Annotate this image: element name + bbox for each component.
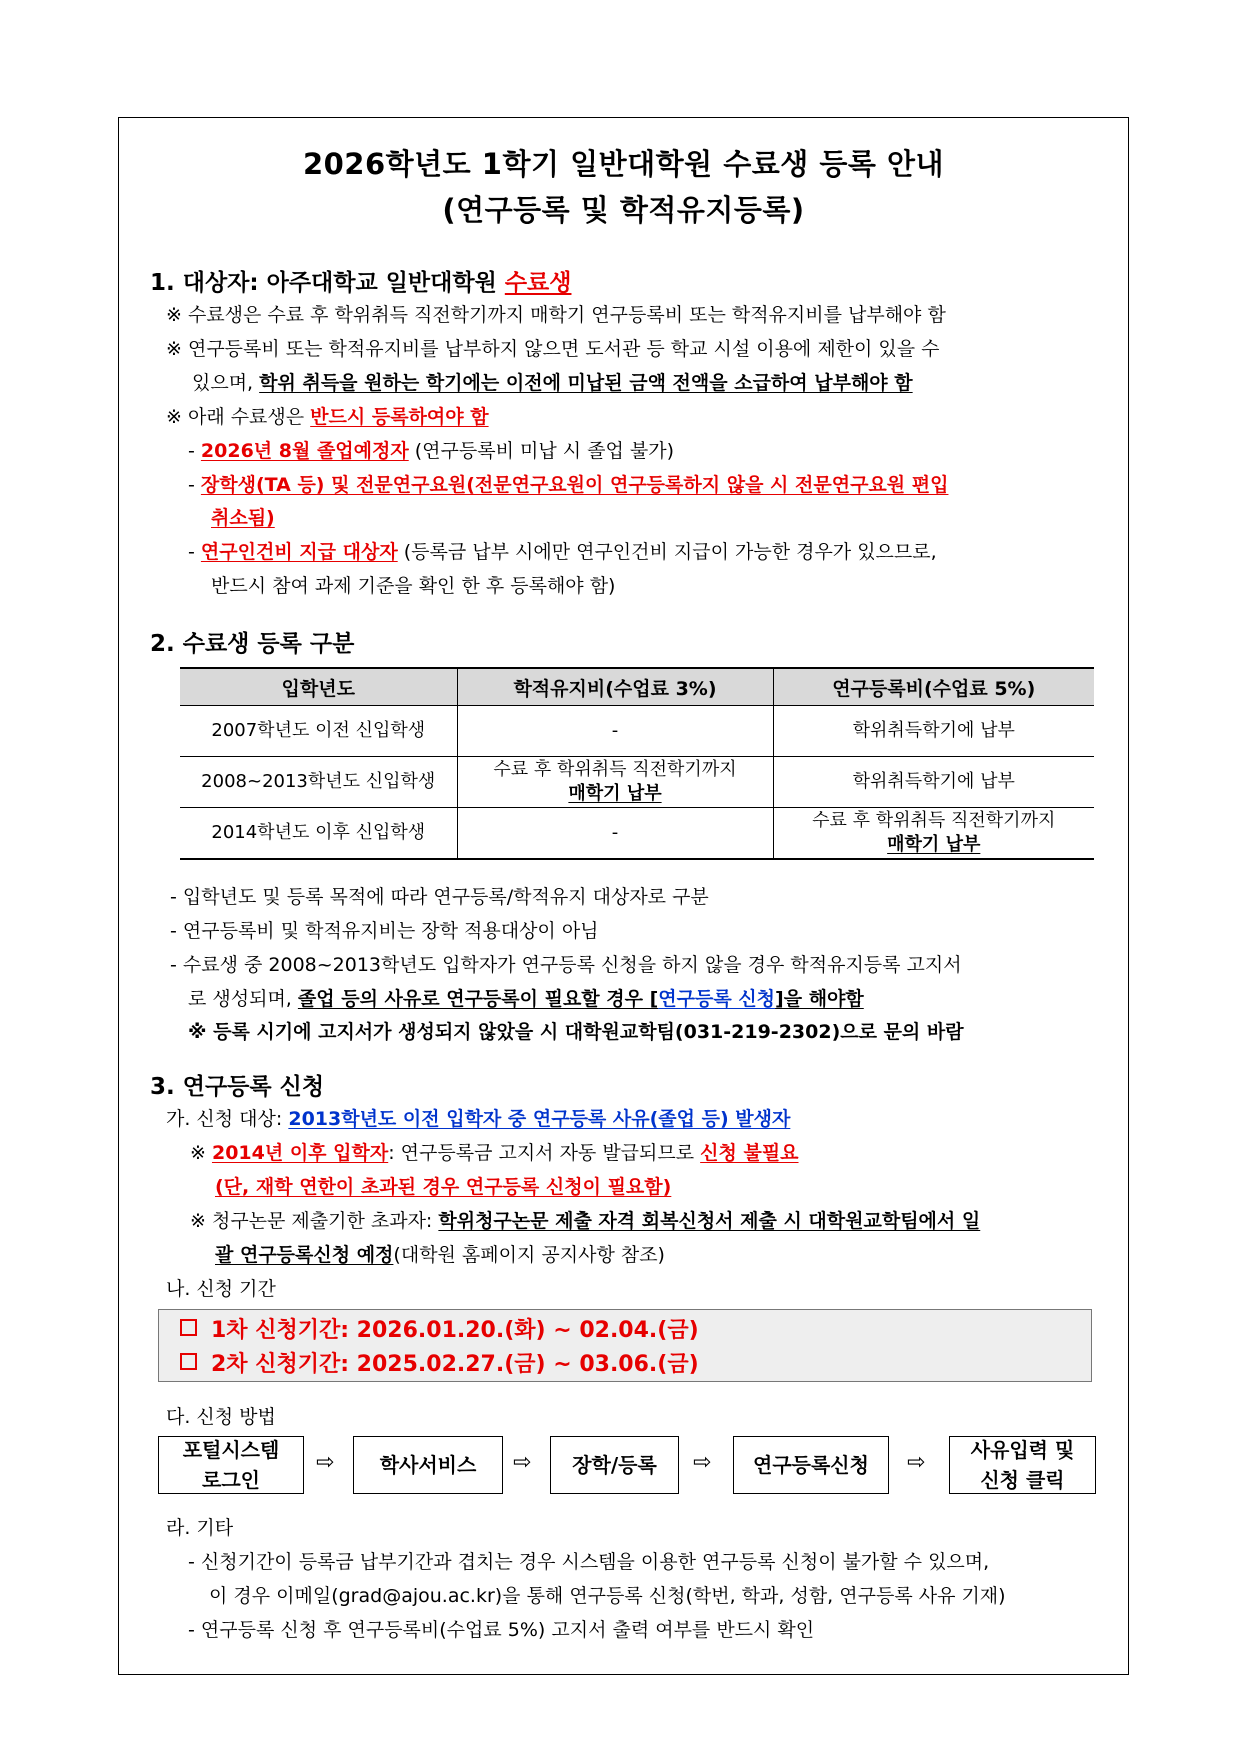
doc-title: 2026학년도 1학기 일반대학원 수료생 등록 안내 <box>302 147 945 181</box>
note-3: ※ 아래 수료생은 반드시 등록하여야 함 <box>166 406 489 428</box>
period-2: 2차 신청기간: 2025.02.27.(금) ~ 03.06.(금) <box>180 1347 699 1378</box>
table-header-row <box>180 668 1094 706</box>
other-1b: 이 경우 이메일(grad@ajou.ac.kr)을 통해 연구등록 신청(학번, 학과, 성함, 연구등록 사유 기재) <box>209 1585 1006 1607</box>
dash-item-2-cont: 취소됨) <box>211 507 275 529</box>
section-3-heading: 3. 연구등록 신청 <box>150 1074 325 1100</box>
table-row: 2007학년도 이전 신입학생 - 학위취득학기에 납부 <box>180 706 1094 757</box>
note-1: ※ 수료생은 수료 후 학위취득 직전학기까지 매학기 연구등록비 또는 학적유지비를 납부해야 함 <box>166 304 946 326</box>
dash-item-1: - 2026년 8월 졸업예정자 (연구등록비 미납 시 졸업 불가) <box>188 440 674 462</box>
note-2b: 있으며, 학위 취득을 원하는 학기에는 이전에 미납된 금액 전액을 소급하여 납부해야 함 <box>192 372 913 394</box>
bullet-3b: 로 생성되며, 졸업 등의 사유로 연구등록이 필요할 경우 [연구등록 신청]을 해야함 <box>188 988 864 1010</box>
contact-note: ※ 등록 시기에 고지서가 생성되지 않았을 시 대학원교학팀(031-219-2302)으로 문의 바람 <box>188 1021 964 1043</box>
col-header-research: 연구등록비(수업료 5%) <box>773 668 1094 706</box>
step-academic-service: 학사서비스 <box>353 1436 503 1494</box>
registration-table <box>180 667 1094 860</box>
doc-subtitle: (연구등록 및 학적유지등록) <box>442 193 805 227</box>
note-2a: ※ 연구등록비 또는 학적유지비를 납부하지 않으면 도서관 등 학교 시설 이용에 제한이 있을 수 <box>166 338 940 360</box>
col-header-year: 입학년도 <box>180 668 457 706</box>
arrow-right-icon: ⇨ <box>693 1450 712 1475</box>
checkbox-square-icon <box>180 1319 197 1336</box>
other-1a: - 신청기간이 등록금 납부기간과 겹치는 경우 시스템을 이용한 연구등록 신청이 불가할 수 있으며, <box>188 1551 990 1573</box>
step-input-reason: 사유입력 및 신청 클릭 <box>949 1436 1096 1494</box>
step-research-apply: 연구등록신청 <box>733 1436 889 1494</box>
table-row: 2008~2013학년도 신입학생 수료 후 학위취득 직전학기까지 매학기 납부 학위취득학기에 납부 <box>180 757 1094 808</box>
dash-item-3-cont: 반드시 참여 과제 기준을 확인 한 후 등록해야 함) <box>211 575 616 597</box>
section-1-heading: 1. 대상자: 아주대학교 일반대학원 수료생 <box>150 270 572 296</box>
research-apply-link-text: 연구등록 신청 <box>658 988 776 1010</box>
dash-item-3: - 연구인건비 지급 대상자 (등록금 납부 시에만 연구인건비 지급이 가능한 경우가 있으므로, <box>188 541 937 563</box>
step-scholarship-registration: 장학/등록 <box>550 1436 679 1494</box>
other-2: - 연구등록 신청 후 연구등록비(수업료 5%) 고지서 출력 여부를 반드시 확인 <box>188 1619 815 1641</box>
step-portal-login: 포털시스템 로그인 <box>158 1436 304 1494</box>
apply-note-2: ※ 청구논문 제출기한 초과자: 학위청구논문 제출 자격 회복신청서 제출 시 대학원교학팀에서 일 <box>190 1210 981 1232</box>
apply-note-1-cont: (단, 재학 연한이 초과된 경우 연구등록 신청이 필요함) <box>215 1176 672 1198</box>
section-2-heading: 2. 수료생 등록 구분 <box>150 631 355 657</box>
dash-item-2: - 장학생(TA 등) 및 전문연구요원(전문연구요원이 연구등록하지 않을 시 전문연구요원 편입 <box>188 474 949 496</box>
arrow-right-icon: ⇨ <box>907 1450 926 1475</box>
col-header-keep: 학적유지비(수업료 3%) <box>457 668 773 706</box>
arrow-right-icon: ⇨ <box>513 1450 532 1475</box>
apply-method-label: 다. 신청 방법 <box>166 1406 276 1428</box>
period-1: 1차 신청기간: 2026.01.20.(화) ~ 02.04.(금) <box>180 1313 699 1344</box>
arrow-right-icon: ⇨ <box>316 1450 335 1475</box>
other-label: 라. 기타 <box>166 1517 234 1539</box>
bullet-2: - 연구등록비 및 학적유지비는 장학 적용대상이 아님 <box>170 920 599 942</box>
bullet-3a: - 수료생 중 2008~2013학년도 입학자가 연구등록 신청을 하지 않을 경우 학적유지등록 고지서 <box>170 954 962 976</box>
apply-note-2-cont: 괄 연구등록신청 예정(대학원 홈페이지 공지사항 참조) <box>215 1244 665 1266</box>
apply-period-label: 나. 신청 기간 <box>166 1278 276 1300</box>
checkbox-square-icon <box>180 1353 197 1370</box>
apply-note-1: ※ 2014년 이후 입학자: 연구등록금 고지서 자동 발급되므로 신청 불필요 <box>190 1142 799 1164</box>
bullet-1: - 입학년도 및 등록 목적에 따라 연구등록/학적유지 대상자로 구분 <box>170 886 709 908</box>
target-highlight: 수료생 <box>504 270 572 296</box>
apply-target: 가. 신청 대상: 2013학년도 이전 입학자 중 연구등록 사유(졸업 등) 발생자 <box>166 1108 791 1130</box>
table-row: 2014학년도 이후 신입학생 - 수료 후 학위취득 직전학기까지 매학기 납부 <box>180 808 1094 860</box>
